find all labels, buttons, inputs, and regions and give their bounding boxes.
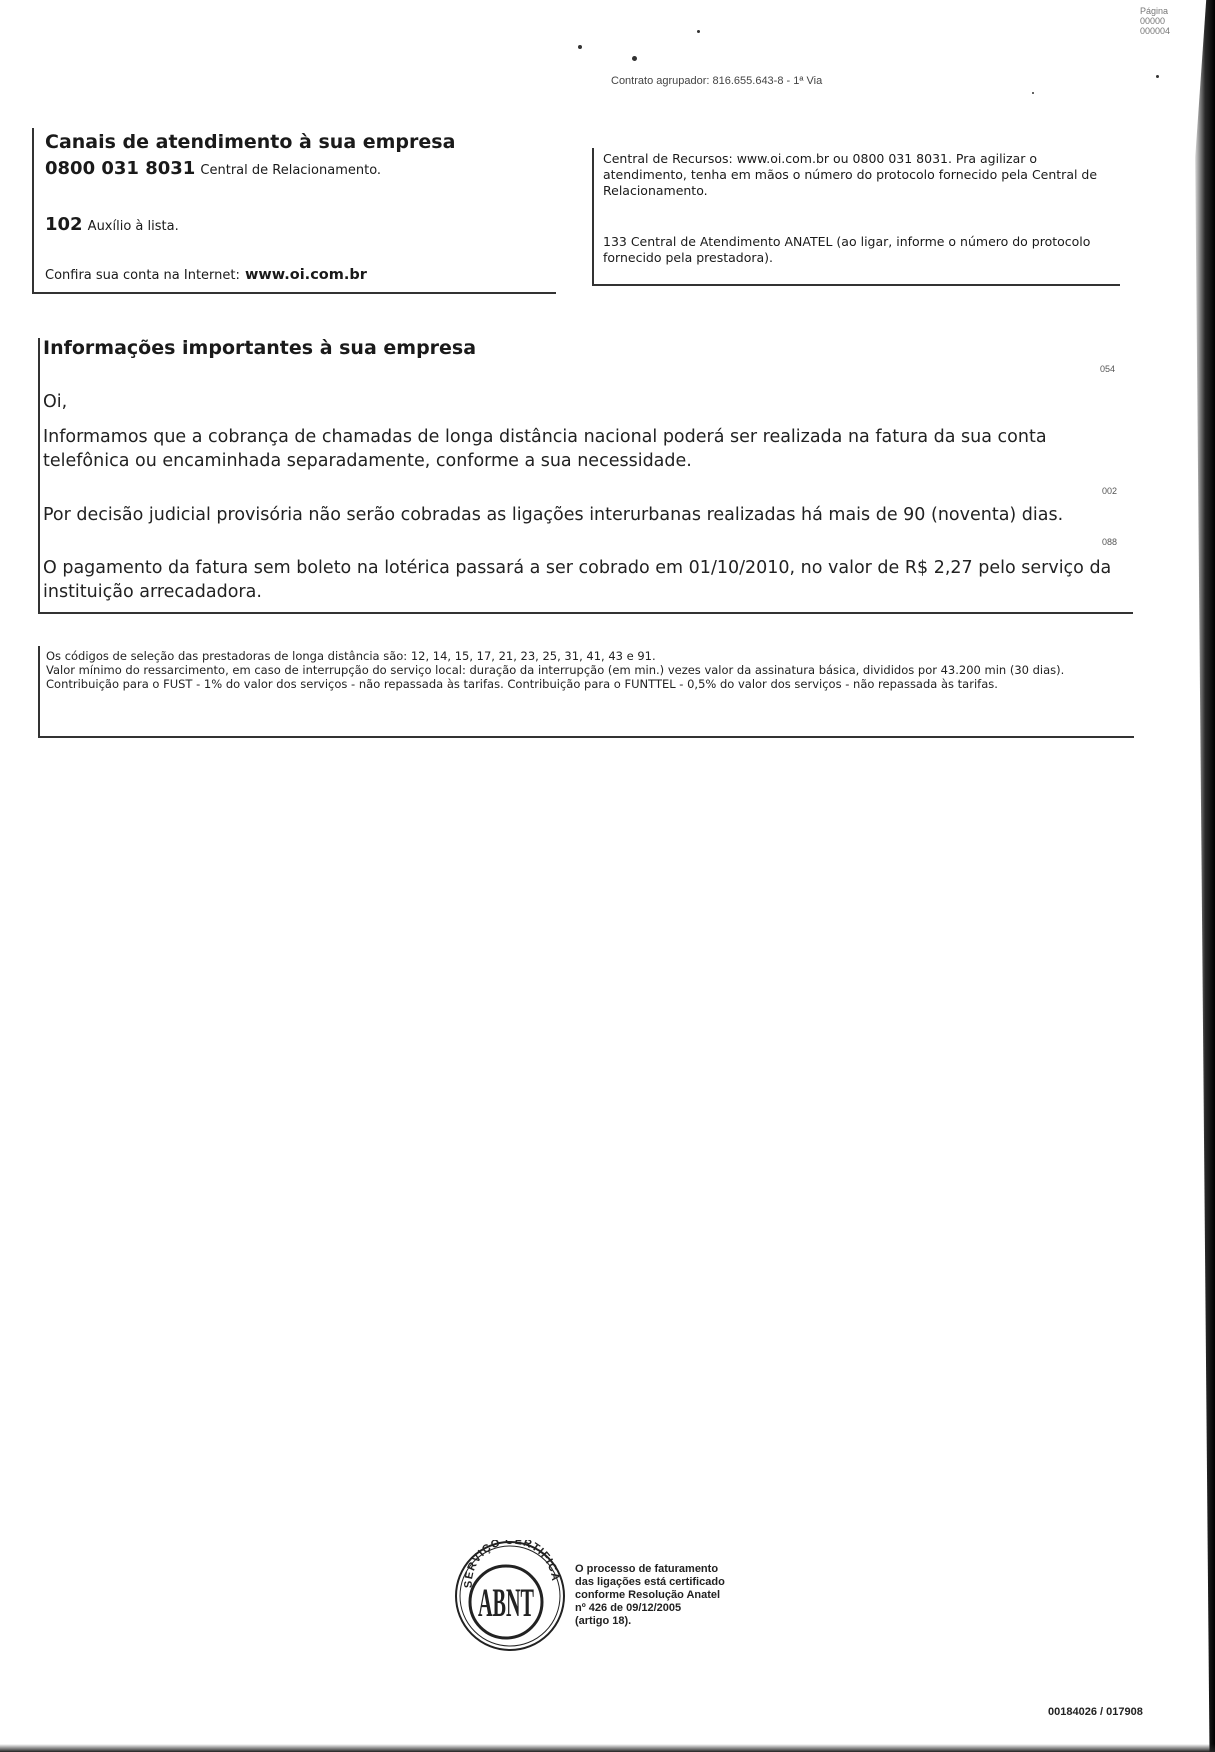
rodape-codigos: Os códigos de seleção das prestadoras de longa distância são: 12, 14, 15, 17, 21, 23, 25, 31, 41, 43 e 91. (46, 649, 656, 663)
phone-number: 0800 031 8031 (45, 158, 196, 179)
scan-speck (1156, 75, 1159, 78)
scan-speck (1032, 92, 1034, 94)
lista-line (45, 214, 179, 235)
informacoes-title: Informações importantes à sua empresa (43, 337, 477, 359)
paragraph-pagamento: O pagamento da fatura sem boleto na lotérica passará a ser cobrado em 01/10/2010, no valor de R$ 2,27 pelo serviço da instituição arrecadadora. (43, 558, 1112, 602)
rodape-contribuicao: Contribuição para o FUST - 1% do valor dos serviços - não repassada às tarifas. Contribuição para o FUNTTEL - 0,5% do valor dos serviços - não repassada às tarifas. (46, 677, 998, 691)
page-code: Página 00000 000004 (1140, 6, 1171, 36)
contrato-agrupador: Contrato agrupador: 816.655.643-8 - 1ª Via (611, 75, 823, 87)
scan-speck (632, 56, 637, 61)
document-number: 00184026 / 017908 (1048, 1706, 1143, 1718)
scan-bottom-shadow (0, 1744, 1215, 1752)
code-tag: 054 (1100, 364, 1116, 374)
lista-number: 102 (45, 214, 83, 235)
rodape-ressarcimento: Valor mínimo do ressarcimento, em caso de interrupção do serviço local: duração da interrupção (em min.) vezes valor da assinatura básica, divididos por 43.200 min (30 dias). (46, 663, 1065, 677)
scan-speck (578, 45, 582, 49)
scan-edge-shadow (1193, 0, 1215, 1752)
internet-line (45, 264, 367, 283)
canais-title: Canais de atendimento à sua empresa (45, 131, 456, 153)
code-tag: 002 (1102, 486, 1118, 496)
seal-arc-text: SERVIÇO CERTIFICA (462, 1540, 562, 1589)
lista-label: Auxílio à lista. (87, 219, 179, 234)
paragraph-decisao: Por decisão judicial provisória não serão cobradas as ligações interurbanas realizadas há mais de 90 (noventa) dias. (43, 505, 1064, 525)
code-tag: 088 (1102, 537, 1118, 547)
abnt-seal (454, 1540, 566, 1652)
internet-label: Confira sua conta na Internet: (45, 268, 240, 283)
phone-label: Central de Relacionamento. (200, 163, 382, 178)
certificacao-text: O processo de faturamento das ligações está certificado conforme Resolução Anatel nº 426 de 09/12/2005 (artigo 18). (575, 1563, 725, 1627)
paragraph-cobranca: Informamos que a cobrança de chamadas de longa distância nacional poderá ser realizada na fatura da sua conta telefônica ou encaminhada separadamente, conforme a sua necessidade. (43, 427, 1047, 471)
recursos-text: Central de Recursos: www.oi.com.br ou 0800 031 8031. Pra agilizar o atendimento, tenha em mãos o número do protocolo fornecido pela Central de Relacionamento. (603, 151, 1098, 198)
anatel-text: 133 Central de Atendimento ANATEL (ao ligar, informe o número do protocolo fornecido pela prestadora). (603, 234, 1091, 265)
rodape-text (46, 649, 1136, 691)
seal-logo-text: ABNT (478, 1580, 535, 1625)
scan-speck (697, 30, 700, 33)
internet-url[interactable]: www.oi.com.br (244, 267, 367, 283)
phone-line (45, 158, 381, 179)
abnt-seal-icon (454, 1540, 566, 1652)
greeting: Oi, (43, 392, 68, 412)
